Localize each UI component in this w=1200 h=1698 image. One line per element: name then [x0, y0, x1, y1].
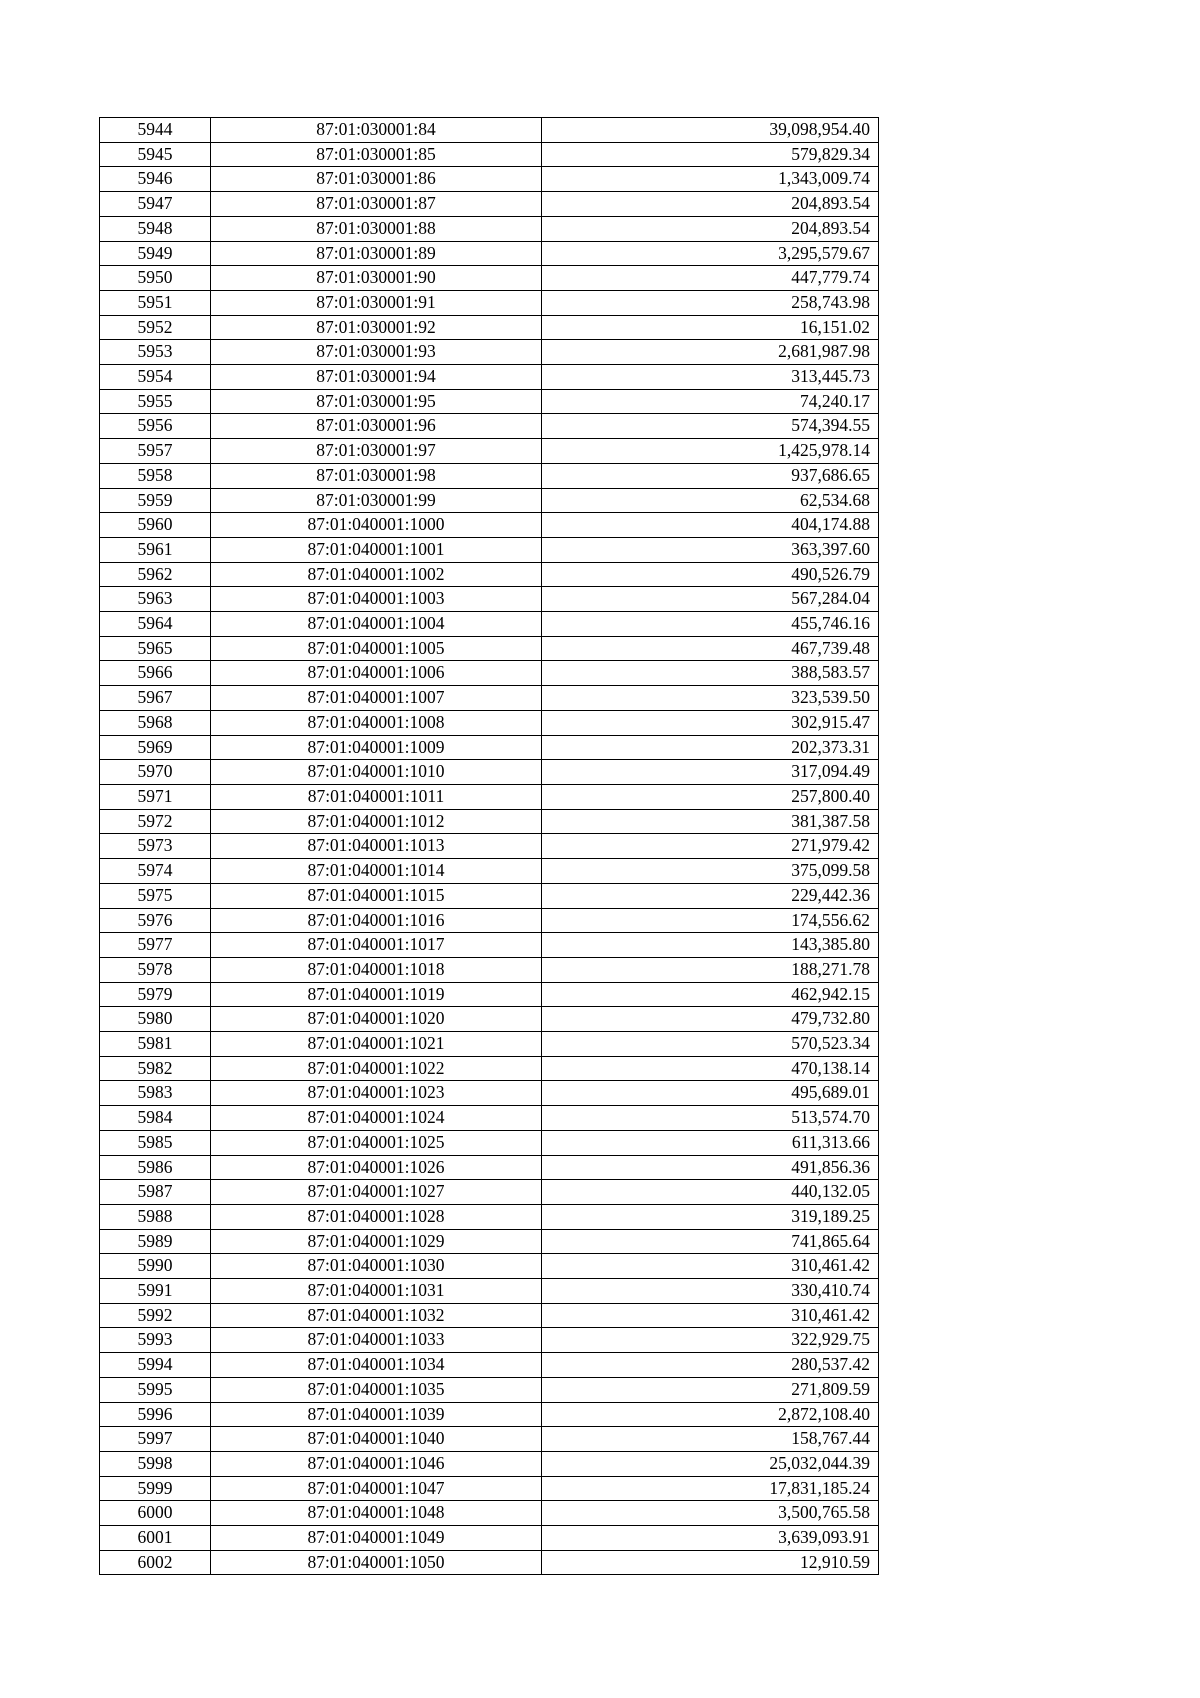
cadastral-number-cell: 87:01:040001:1002: [211, 562, 542, 587]
row-number-cell: 5966: [100, 661, 211, 686]
table-row: [100, 661, 879, 686]
cadastral-number-cell: 87:01:040001:1040: [211, 1427, 542, 1452]
row-number-cell: 5978: [100, 957, 211, 982]
row-number-cell: 5987: [100, 1180, 211, 1205]
row-number-cell: 5948: [100, 216, 211, 241]
table-row: [100, 1550, 879, 1575]
cadastral-value-cell: 490,526.79: [542, 562, 879, 587]
row-number-cell: 5970: [100, 760, 211, 785]
table-row: [100, 1032, 879, 1057]
cadastral-value-cell: 229,442.36: [542, 883, 879, 908]
cadastral-value-cell: 17,831,185.24: [542, 1476, 879, 1501]
cadastral-value-cell: 313,445.73: [542, 365, 879, 390]
cadastral-number-cell: 87:01:040001:1029: [211, 1229, 542, 1254]
cadastral-value-cell: 204,893.54: [542, 192, 879, 217]
cadastral-number-cell: 87:01:040001:1003: [211, 587, 542, 612]
table-row: [100, 1254, 879, 1279]
cadastral-value-cell: 74,240.17: [542, 389, 879, 414]
table-row: [100, 1476, 879, 1501]
cadastral-number-cell: 87:01:040001:1031: [211, 1279, 542, 1304]
table-row: [100, 290, 879, 315]
cadastral-value-cell: 174,556.62: [542, 908, 879, 933]
cadastral-value-cell: 579,829.34: [542, 142, 879, 167]
row-number-cell: 5975: [100, 883, 211, 908]
cadastral-value-cell: 310,461.42: [542, 1254, 879, 1279]
table-row: [100, 266, 879, 291]
cadastral-value-table: [99, 117, 879, 1575]
row-number-cell: 5981: [100, 1032, 211, 1057]
cadastral-number-cell: 87:01:040001:1019: [211, 982, 542, 1007]
cadastral-value-cell: 447,779.74: [542, 266, 879, 291]
row-number-cell: 5972: [100, 809, 211, 834]
cadastral-value-cell: 574,394.55: [542, 414, 879, 439]
cadastral-value-cell: 271,809.59: [542, 1377, 879, 1402]
row-number-cell: 5980: [100, 1007, 211, 1032]
row-number-cell: 5999: [100, 1476, 211, 1501]
table-row: [100, 389, 879, 414]
cadastral-value-cell: 470,138.14: [542, 1056, 879, 1081]
cadastral-number-cell: 87:01:040001:1035: [211, 1377, 542, 1402]
row-number-cell: 5986: [100, 1155, 211, 1180]
cadastral-number-cell: 87:01:040001:1020: [211, 1007, 542, 1032]
row-number-cell: 5944: [100, 118, 211, 143]
row-number-cell: 5988: [100, 1204, 211, 1229]
cadastral-number-cell: 87:01:040001:1028: [211, 1204, 542, 1229]
cadastral-value-cell: 491,856.36: [542, 1155, 879, 1180]
table-row: [100, 1353, 879, 1378]
cadastral-value-cell: 513,574.70: [542, 1106, 879, 1131]
cadastral-number-cell: 87:01:040001:1001: [211, 537, 542, 562]
table-row: [100, 1229, 879, 1254]
row-number-cell: 5996: [100, 1402, 211, 1427]
cadastral-number-cell: 87:01:040001:1014: [211, 859, 542, 884]
table-row: [100, 809, 879, 834]
cadastral-value-cell: 302,915.47: [542, 710, 879, 735]
cadastral-number-cell: 87:01:040001:1027: [211, 1180, 542, 1205]
row-number-cell: 5947: [100, 192, 211, 217]
table-row: [100, 513, 879, 538]
table-row: [100, 636, 879, 661]
row-number-cell: 5991: [100, 1279, 211, 1304]
table-body: [100, 118, 879, 1575]
row-number-cell: 5950: [100, 266, 211, 291]
cadastral-value-cell: 330,410.74: [542, 1279, 879, 1304]
row-number-cell: 5995: [100, 1377, 211, 1402]
cadastral-number-cell: 87:01:040001:1049: [211, 1526, 542, 1551]
table-row: [100, 463, 879, 488]
cadastral-value-cell: 3,639,093.91: [542, 1526, 879, 1551]
table-row: [100, 710, 879, 735]
cadastral-number-cell: 87:01:040001:1024: [211, 1106, 542, 1131]
row-number-cell: 5982: [100, 1056, 211, 1081]
cadastral-number-cell: 87:01:030001:92: [211, 315, 542, 340]
cadastral-number-cell: 87:01:030001:87: [211, 192, 542, 217]
cadastral-number-cell: 87:01:040001:1013: [211, 834, 542, 859]
cadastral-number-cell: 87:01:030001:93: [211, 340, 542, 365]
row-number-cell: 5974: [100, 859, 211, 884]
row-number-cell: 5946: [100, 167, 211, 192]
table-row: [100, 216, 879, 241]
cadastral-number-cell: 87:01:040001:1007: [211, 686, 542, 711]
row-number-cell: 5969: [100, 735, 211, 760]
row-number-cell: 6000: [100, 1501, 211, 1526]
cadastral-number-cell: 87:01:040001:1011: [211, 784, 542, 809]
cadastral-number-cell: 87:01:030001:94: [211, 365, 542, 390]
cadastral-value-cell: 188,271.78: [542, 957, 879, 982]
table-row: [100, 241, 879, 266]
row-number-cell: 5983: [100, 1081, 211, 1106]
row-number-cell: 5989: [100, 1229, 211, 1254]
cadastral-value-cell: 1,343,009.74: [542, 167, 879, 192]
cadastral-number-cell: 87:01:030001:84: [211, 118, 542, 143]
cadastral-number-cell: 87:01:040001:1026: [211, 1155, 542, 1180]
table-row: [100, 735, 879, 760]
cadastral-value-cell: 404,174.88: [542, 513, 879, 538]
row-number-cell: 5964: [100, 612, 211, 637]
table-row: [100, 488, 879, 513]
cadastral-number-cell: 87:01:040001:1005: [211, 636, 542, 661]
cadastral-number-cell: 87:01:040001:1009: [211, 735, 542, 760]
cadastral-number-cell: 87:01:030001:90: [211, 266, 542, 291]
table-row: [100, 439, 879, 464]
cadastral-value-cell: 388,583.57: [542, 661, 879, 686]
row-number-cell: 5958: [100, 463, 211, 488]
cadastral-number-cell: 87:01:030001:86: [211, 167, 542, 192]
row-number-cell: 5949: [100, 241, 211, 266]
row-number-cell: 5994: [100, 1353, 211, 1378]
cadastral-value-cell: 16,151.02: [542, 315, 879, 340]
table-row: [100, 933, 879, 958]
table-row: [100, 1303, 879, 1328]
table-row: [100, 1180, 879, 1205]
table-row: [100, 118, 879, 143]
cadastral-value-cell: 479,732.80: [542, 1007, 879, 1032]
table-row: [100, 1526, 879, 1551]
cadastral-number-cell: 87:01:030001:99: [211, 488, 542, 513]
row-number-cell: 5971: [100, 784, 211, 809]
cadastral-number-cell: 87:01:040001:1018: [211, 957, 542, 982]
cadastral-value-cell: 455,746.16: [542, 612, 879, 637]
table-row: [100, 957, 879, 982]
row-number-cell: 5976: [100, 908, 211, 933]
cadastral-number-cell: 87:01:040001:1025: [211, 1130, 542, 1155]
cadastral-value-cell: 375,099.58: [542, 859, 879, 884]
cadastral-value-cell: 25,032,044.39: [542, 1451, 879, 1476]
cadastral-number-cell: 87:01:030001:88: [211, 216, 542, 241]
cadastral-value-cell: 611,313.66: [542, 1130, 879, 1155]
cadastral-value-cell: 271,979.42: [542, 834, 879, 859]
row-number-cell: 5962: [100, 562, 211, 587]
table-row: [100, 142, 879, 167]
table-row: [100, 883, 879, 908]
cadastral-value-cell: 495,689.01: [542, 1081, 879, 1106]
row-number-cell: 5961: [100, 537, 211, 562]
cadastral-value-cell: 62,534.68: [542, 488, 879, 513]
table-row: [100, 1402, 879, 1427]
cadastral-value-cell: 2,872,108.40: [542, 1402, 879, 1427]
row-number-cell: 6001: [100, 1526, 211, 1551]
table-row: [100, 982, 879, 1007]
table-row: [100, 1106, 879, 1131]
cadastral-number-cell: 87:01:030001:96: [211, 414, 542, 439]
cadastral-value-cell: 462,942.15: [542, 982, 879, 1007]
row-number-cell: 5954: [100, 365, 211, 390]
row-number-cell: 5951: [100, 290, 211, 315]
cadastral-number-cell: 87:01:040001:1008: [211, 710, 542, 735]
cadastral-value-cell: 310,461.42: [542, 1303, 879, 1328]
row-number-cell: 5955: [100, 389, 211, 414]
table-row: [100, 167, 879, 192]
table-row: [100, 1279, 879, 1304]
row-number-cell: 5957: [100, 439, 211, 464]
table-row: [100, 612, 879, 637]
row-number-cell: 5953: [100, 340, 211, 365]
table-row: [100, 1501, 879, 1526]
table-row: [100, 340, 879, 365]
row-number-cell: 5960: [100, 513, 211, 538]
cadastral-value-cell: 322,929.75: [542, 1328, 879, 1353]
cadastral-number-cell: 87:01:030001:91: [211, 290, 542, 315]
row-number-cell: 5992: [100, 1303, 211, 1328]
table-row: [100, 760, 879, 785]
table-row: [100, 1007, 879, 1032]
cadastral-number-cell: 87:01:040001:1021: [211, 1032, 542, 1057]
cadastral-value-cell: 2,681,987.98: [542, 340, 879, 365]
cadastral-number-cell: 87:01:040001:1048: [211, 1501, 542, 1526]
cadastral-number-cell: 87:01:040001:1004: [211, 612, 542, 637]
row-number-cell: 5990: [100, 1254, 211, 1279]
cadastral-value-cell: 204,893.54: [542, 216, 879, 241]
cadastral-value-cell: 280,537.42: [542, 1353, 879, 1378]
cadastral-number-cell: 87:01:030001:95: [211, 389, 542, 414]
row-number-cell: 5997: [100, 1427, 211, 1452]
row-number-cell: 5998: [100, 1451, 211, 1476]
cadastral-number-cell: 87:01:040001:1006: [211, 661, 542, 686]
table-row: [100, 1155, 879, 1180]
row-number-cell: 5952: [100, 315, 211, 340]
cadastral-value-cell: 158,767.44: [542, 1427, 879, 1452]
cadastral-value-cell: 467,739.48: [542, 636, 879, 661]
table-row: [100, 1377, 879, 1402]
table-row: [100, 315, 879, 340]
cadastral-value-cell: 317,094.49: [542, 760, 879, 785]
table-row: [100, 1056, 879, 1081]
cadastral-value-cell: 381,387.58: [542, 809, 879, 834]
table-row: [100, 784, 879, 809]
row-number-cell: 5959: [100, 488, 211, 513]
row-number-cell: 5985: [100, 1130, 211, 1155]
cadastral-number-cell: 87:01:040001:1016: [211, 908, 542, 933]
cadastral-value-cell: 3,500,765.58: [542, 1501, 879, 1526]
table-row: [100, 587, 879, 612]
cadastral-value-cell: 363,397.60: [542, 537, 879, 562]
row-number-cell: 5945: [100, 142, 211, 167]
cadastral-number-cell: 87:01:040001:1032: [211, 1303, 542, 1328]
table-row: [100, 1451, 879, 1476]
cadastral-number-cell: 87:01:030001:97: [211, 439, 542, 464]
table-row: [100, 1427, 879, 1452]
cadastral-number-cell: 87:01:040001:1000: [211, 513, 542, 538]
cadastral-value-cell: 741,865.64: [542, 1229, 879, 1254]
cadastral-number-cell: 87:01:040001:1022: [211, 1056, 542, 1081]
cadastral-number-cell: 87:01:040001:1010: [211, 760, 542, 785]
table-row: [100, 908, 879, 933]
row-number-cell: 5965: [100, 636, 211, 661]
row-number-cell: 5968: [100, 710, 211, 735]
table-row: [100, 1328, 879, 1353]
cadastral-value-cell: 3,295,579.67: [542, 241, 879, 266]
table-row: [100, 537, 879, 562]
table-row: [100, 1081, 879, 1106]
table-row: [100, 562, 879, 587]
cadastral-number-cell: 87:01:040001:1012: [211, 809, 542, 834]
cadastral-value-cell: 143,385.80: [542, 933, 879, 958]
cadastral-value-cell: 937,686.65: [542, 463, 879, 488]
cadastral-value-cell: 567,284.04: [542, 587, 879, 612]
cadastral-number-cell: 87:01:040001:1033: [211, 1328, 542, 1353]
row-number-cell: 6002: [100, 1550, 211, 1575]
cadastral-value-cell: 323,539.50: [542, 686, 879, 711]
cadastral-value-cell: 202,373.31: [542, 735, 879, 760]
cadastral-number-cell: 87:01:040001:1047: [211, 1476, 542, 1501]
table-row: [100, 834, 879, 859]
cadastral-number-cell: 87:01:030001:98: [211, 463, 542, 488]
cadastral-number-cell: 87:01:040001:1030: [211, 1254, 542, 1279]
row-number-cell: 5977: [100, 933, 211, 958]
cadastral-number-cell: 87:01:040001:1017: [211, 933, 542, 958]
cadastral-number-cell: 87:01:040001:1023: [211, 1081, 542, 1106]
table-row: [100, 1204, 879, 1229]
row-number-cell: 5967: [100, 686, 211, 711]
row-number-cell: 5993: [100, 1328, 211, 1353]
cadastral-number-cell: 87:01:030001:85: [211, 142, 542, 167]
table-row: [100, 1130, 879, 1155]
row-number-cell: 5963: [100, 587, 211, 612]
cadastral-value-cell: 12,910.59: [542, 1550, 879, 1575]
cadastral-value-cell: 258,743.98: [542, 290, 879, 315]
row-number-cell: 5956: [100, 414, 211, 439]
cadastral-value-cell: 319,189.25: [542, 1204, 879, 1229]
table-row: [100, 414, 879, 439]
cadastral-number-cell: 87:01:040001:1039: [211, 1402, 542, 1427]
cadastral-number-cell: 87:01:040001:1015: [211, 883, 542, 908]
table-row: [100, 859, 879, 884]
row-number-cell: 5984: [100, 1106, 211, 1131]
cadastral-number-cell: 87:01:030001:89: [211, 241, 542, 266]
row-number-cell: 5979: [100, 982, 211, 1007]
row-number-cell: 5973: [100, 834, 211, 859]
cadastral-value-cell: 1,425,978.14: [542, 439, 879, 464]
cadastral-value-cell: 39,098,954.40: [542, 118, 879, 143]
cadastral-number-cell: 87:01:040001:1046: [211, 1451, 542, 1476]
cadastral-number-cell: 87:01:040001:1050: [211, 1550, 542, 1575]
cadastral-value-cell: 440,132.05: [542, 1180, 879, 1205]
table-row: [100, 686, 879, 711]
table-row: [100, 192, 879, 217]
cadastral-number-cell: 87:01:040001:1034: [211, 1353, 542, 1378]
cadastral-value-cell: 570,523.34: [542, 1032, 879, 1057]
cadastral-value-cell: 257,800.40: [542, 784, 879, 809]
table-row: [100, 365, 879, 390]
